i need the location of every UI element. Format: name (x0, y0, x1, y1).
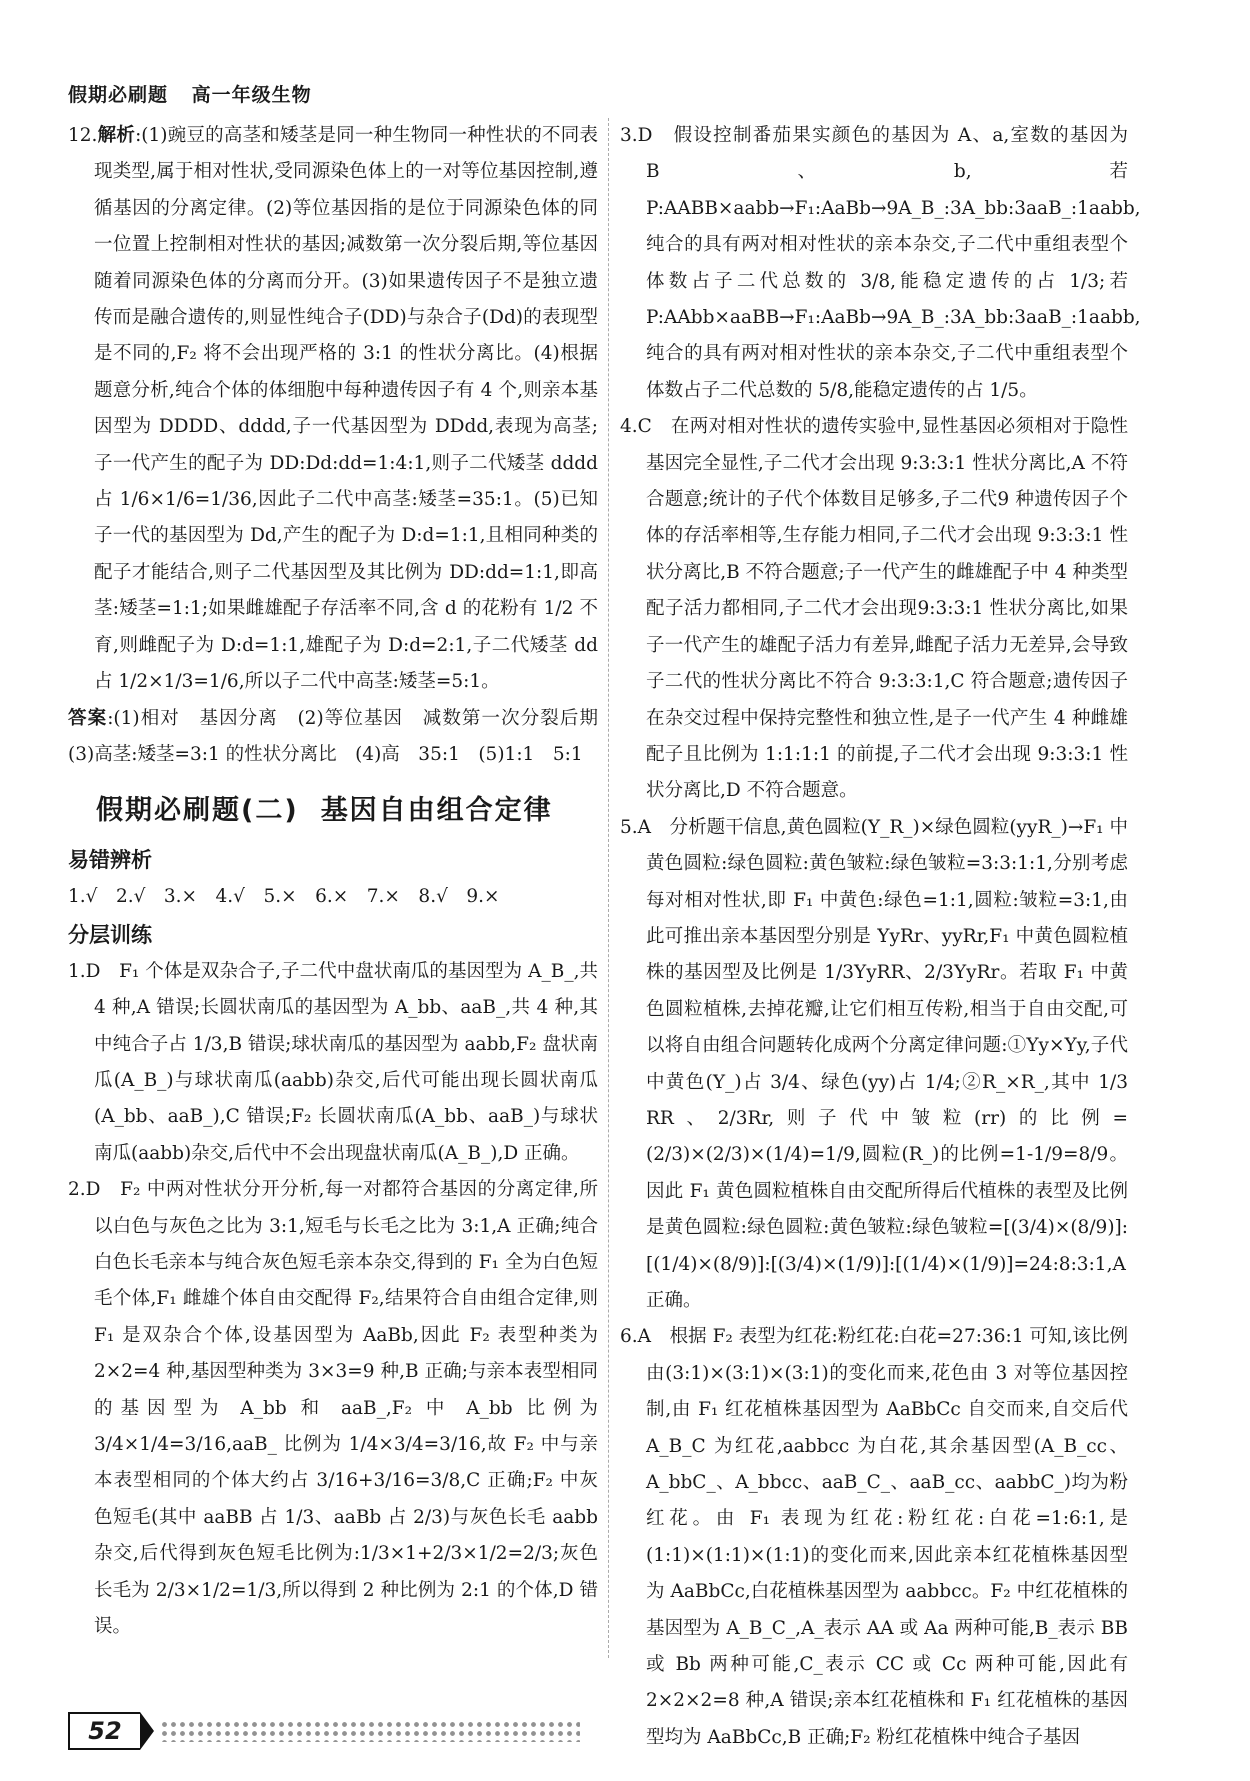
fenceng-title: 分层训练 (68, 922, 152, 947)
true-false-answers: 1.√ 2.√ 3.× 4.√ 5.× 6.× 7.× 8.√ 9.× (68, 886, 500, 908)
subject-title: 高一年级生物 (191, 84, 312, 106)
question-4: 4.C 在两对相对性状的遗传实验中,显性基因必须相对于隐性基因完全显性,子二代才会出现 9:3:3:1 性状分离比,A 不符合题意;统计的子代个体数目足够多,子二代9 种遗传因子个体的存活率相等,生存能力相同,子二代才会出现 9:3:3:1 性状分离比,B 不符合题意;子一代产生的雌雄配子中 4 种类型配子活力都相同,子二代才会出现9:3:3:1 性状分离比,如果子一代产生的雄配子活力有差异,雌配子活力无差异,会导致子二代的性状分离比不符合 9:3:3:1,C 符合题意;遗传因子在杂交过程中保持完整性和独立性,是子一代产生 4 种雌雄配子且比例为 1:1:1:1 的前提,子二代才会出现 9:3:3:1 性状分离比,D 不符合题意。 (620, 416, 1128, 802)
question-1: 1.D F₁ 个体是双杂合子,子二代中盘状南瓜的基因型为 A_B_,共 4 种,A 错误;长圆状南瓜的基因型为 A_bb、aaB_,共 4 种,其中纯合子占 1/3,B 错误;球状南瓜的基因型为 aabb,F₂ 盘状南瓜(A_B_)与球状南瓜(aabb)杂交,后代可能出现长圆状南瓜(A_bb、aaB_),C 错误;F₂ 长圆状南瓜(A_bb、aaB_)与球状南瓜(aabb)杂交,后代中不会出现盘状南瓜(A_B_),D 正确。 (68, 960, 598, 1164)
q12-answer (68, 701, 617, 774)
page-number: 52 (68, 1712, 140, 1750)
page-footer (68, 1712, 608, 1750)
question-6: 6.A 根据 F₂ 表型为红花:粉红花:白花=27:36:1 可知,该比例由(3:1)×(3:1)×(3:1)的变化而来,花色由 3 对等位基因控制,由 F₁ 红花植株基因型为 AaBbCc 自交而来,自交后代 A_B_C 为红花,aabbcc 为白花,其余基因型(A_B_cc、A_bbC_、A_bbcc、aaB_C_、aaB_cc、aabbC_)均为粉红花。由 F₁ 表现为红花:粉红花:白花=1:6:1,是(1:1)×(1:1)×(1:1)的变化而来,因此亲本红花植株基因型为 AaBbCc,白花植株基因型为 aabbcc。F₂ 中红花植株的基因型为 A_B_C_,A_表示 AA 或 Aa 两种可能,B_表示 BB 或 Bb 两种可能,C_表示 CC 或 Cc 两种可能,因此有 2×2×2=8 种,A 错误;亲本红花植株和 F₁ 红花植株的基因型均为 AaBbCc,B 正确;F₂ 粉红花植株中纯合子基因 (620, 1326, 1128, 1748)
right-column (620, 118, 1141, 1756)
page-header (68, 80, 328, 107)
yicuo-title: 易错辨析 (68, 848, 152, 873)
q12-analysis-label: 解析 (97, 125, 136, 146)
answer-text: :(1)相对 基因分离 (2)等位基因 减数第一次分裂后期 (3)高茎:矮茎=3:1 的性状分离比 (4)高 35:1 (5)1:1 5:1 (68, 707, 617, 765)
book-title: 假期必刷题 (68, 84, 169, 106)
question-2: 2.D F₂ 中两对性状分开分析,每一对都符合基因的分离定律,所以白色与灰色之比为 3:1,短毛与长毛之比为 3:1,A 正确;纯合白色长毛亲本与纯合灰色短毛亲本杂交,得到的 F₁ 全为白色短毛个体,F₁ 雌雄个体自由交配得 F₂,结果符合自由组合定律,则 F₁ 是双杂合个体,设基因型为 AaBb,因此 F₂ 表型种类为 2×2=4 种,基因型种类为 3×3=9 种,B 正确;与亲本表型相同的基因型为 A_bb 和 aaB_,F₂ 中 A_bb 比例为 3/4×1/4=3/16,aaB_ 比例为 1/4×3/4=3/16,故 F₂ 中与亲本表型相同的个体大约占 3/16+3/16=3/8,C 正确;F₂ 中灰色短毛(其中 aaBB 占 1/3、aaBb 占 2/3)与灰色长毛 aabb 杂交,后代得到灰色短毛比例为:1/3×1+2/3×1/2=2/3;灰色长毛为 2/3×1/2=1/3,所以得到 2 种比例为 2:1 的个体,D 错误。 (68, 1179, 598, 1638)
answer-label: 答案 (68, 707, 108, 729)
q12-number: 12. (68, 125, 98, 146)
section-number: 假期必刷题(二) (96, 795, 299, 827)
footer-dot-pattern (160, 1720, 580, 1742)
left-column (68, 118, 617, 1645)
question-5: 5.A 分析题干信息,黄色圆粒(Y_R_)×绿色圆粒(yyR_)→F₁ 中黄色圆粒:绿色圆粒:黄色皱粒:绿色皱粒=3:3:1:1,分别考虑每对相对性状,即 F₁ 中黄色:绿色=1:1,圆粒:皱粒=3:1,由此可推出亲本基因型分别是 YyRr、yyRr,F₁ 中黄色圆粒植株的基因型及比例是 1/3YyRR、2/3YyRr。若取 F₁ 中黄色圆粒植株,去掉花瓣,让它们相互传粉,相当于自由交配,可以将自由组合问题转化成两个分离定律问题:①Yy×Yy,子代中黄色(Y_)占 3/4、绿色(yy)占 1/4;②R_×R_,其中 1/3 RR、2/3Rr,则子代中皱粒(rr)的比例=(2/3)×(2/3)×(1/4)=1/9,圆粒(R_)的比例=1-1/9=8/9。因此 F₁ 黄色圆粒植株自由交配所得后代植株的表型及比例是黄色圆粒:绿色圆粒:黄色皱粒:绿色皱粒=[(3/4)×(8/9)]:[(1/4)×(8/9)]:[(3/4)×(1/9)]:[(1/4)×(1/9)]=24:8:3:1,A 正确。 (620, 816, 1128, 1311)
question-3: 3.D 假设控制番茄果实颜色的基因为 A、a,室数的基因为 B、b,若 P:AABB×aabb→F₁:AaBb→9A_B_:3A_bb:3aaB_:1aabb,纯合的具有两对相对性状的亲本杂交,子二代中重组表型个体数占子二代总数的 3/8,能稳定遗传的占 1/3;若 P:AAbb×aaBB→F₁:AaBb→9A_B_:3A_bb:3aaB_:1aabb,纯合的具有两对相对性状的亲本杂交,子二代中重组表型个体数占子二代总数的 5/8,能稳定遗传的占 1/5。 (620, 125, 1141, 401)
section-title (96, 791, 598, 831)
section-topic: 基因自由组合定律 (320, 795, 553, 827)
column-divider (608, 118, 609, 1658)
q12-analysis-text: :(1)豌豆的高茎和矮茎是同一种生物同一种性状的不同表现类型,属于相对性状,受同源染色体上的一对等位基因控制,遵循基因的分离定律。(2)等位基因指的是位于同源染色体的同一位置上控制相对性状的基因;减数第一次分裂后期,等位基因随着同源染色体的分离而分开。(3)如果遗传因子不是独立遗传而是融合遗传的,则显性纯合子(DD)与杂合子(Dd)的表现型是不同的,F₂ 将不会出现严格的 3:1 的性状分离比。(4)根据题意分析,纯合个体的体细胞中每种遗传因子有 4 个,则亲本基因型为 DDDD、dddd,子一代基因型为 DDdd,表现为高茎;子一代产生的配子为 DD:Dd:dd=1:4:1,则子二代矮茎 dddd 占 1/6×1/6=1/36,因此子二代中高茎:矮茎=35:1。(5)已知子一代的基因型为 Dd,产生的配子为 D:d=1:1,且相同种类的配子才能结合,则子二代基因型及其比例为 DD:dd=1:1,即高茎:矮茎=1:1;如果雌雄配子存活率不同,含 d 的花粉有 1/2 不育,则雌配子为 D:d=1:1,雄配子为 D:d=2:1,子二代矮茎 dd 占 1/2×1/3=1/6,所以子二代中高茎:矮茎=5:1。 (94, 125, 598, 693)
question-12 (68, 118, 598, 701)
